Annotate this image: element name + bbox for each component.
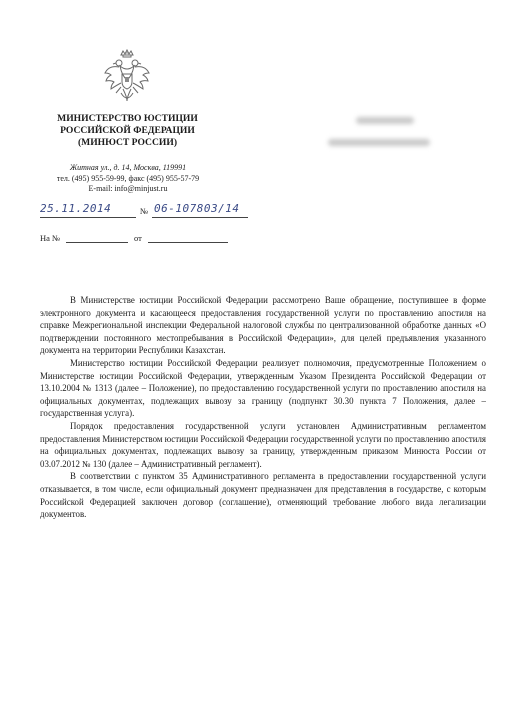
outgoing-date-number <box>40 202 250 219</box>
phones: тел. (495) 955-59-99, факс (495) 955-57-79 <box>56 173 200 183</box>
ministry-contacts <box>34 163 222 195</box>
outgoing-date: 25.11.2014 <box>40 202 112 215</box>
body-paragraph-2: Министерство юстиции Российской Федерации реализует полномочия, предусмотренные Положением о Министерстве юстиции Российской Федерации, утвержденным Указом Президента Российской Федерации от 13.10.2004 № 1313 (далее – Положение), по предоставлению государственной услуги по проставлению апостиля на официальных документах, подлежащих вывозу за границу (подпункт 30.30 пункта 7 Положения, далее – государственная услуга). <box>40 357 486 419</box>
coat-of-arms-icon <box>103 49 151 109</box>
body-paragraph-1: В Министерстве юстиции Российской Федерации рассмотрено Ваше обращение, поступившее в форме электронного документа и касающееся предоставления государственной услуги по проставлению апостиля на справке Межрегиональной инспекции Федеральной налоговой службы по централизованной обработке данных «О подтверждении постоянного местопребывания в Российской Федерации», для целей предъявления указанного документа на территории Республики Казахстан. <box>40 295 486 356</box>
ministry-name-line1: МИНИСТЕРСТВО ЮСТИЦИИ <box>57 113 198 124</box>
email: E-mail: info@minjust.ru <box>88 184 168 193</box>
body-paragraph-4: В соответствии с пунктом 35 Административного регламента в предоставлении государственной услуги отказывается, в том числе, если официальный документ предназначен для представления в государстве, с которым Российской Федерацией заключен договор (соглашение), отменяющий требование любого вида легализации документов. <box>40 471 486 520</box>
ministry-name <box>40 113 215 149</box>
outgoing-number: 06-107803/14 <box>154 202 240 215</box>
number-sign: № <box>140 206 149 216</box>
ministry-name-line2: РОССИЙСКОЙ ФЕДЕРАЦИИ <box>60 125 195 136</box>
body-paragraph-3: Порядок предоставления государственной услуги установлен Административным регламентом предоставления Министерством юстиции Российской Федерации государственной услуги по проставлению апостиля на официальных документах, подлежащих вывозу за границу, утвержденным приказом Минюста России от 03.07.2012 № 130 (далее – Административный регламент). <box>40 420 486 469</box>
reference-line <box>40 233 240 247</box>
reference-na-label: На № <box>40 233 61 243</box>
addressee-blurred <box>318 109 438 155</box>
number-underline <box>152 217 248 218</box>
letter-body <box>40 294 486 521</box>
reference-number-blank <box>66 242 128 243</box>
ministry-name-line3: (МИНЮСТ РОССИИ) <box>77 137 178 148</box>
address: Житная ул., д. 14, Москва, 119991 <box>69 163 187 172</box>
reference-ot-label: от <box>134 233 142 243</box>
reference-date-blank <box>148 242 228 243</box>
date-underline <box>40 217 136 218</box>
